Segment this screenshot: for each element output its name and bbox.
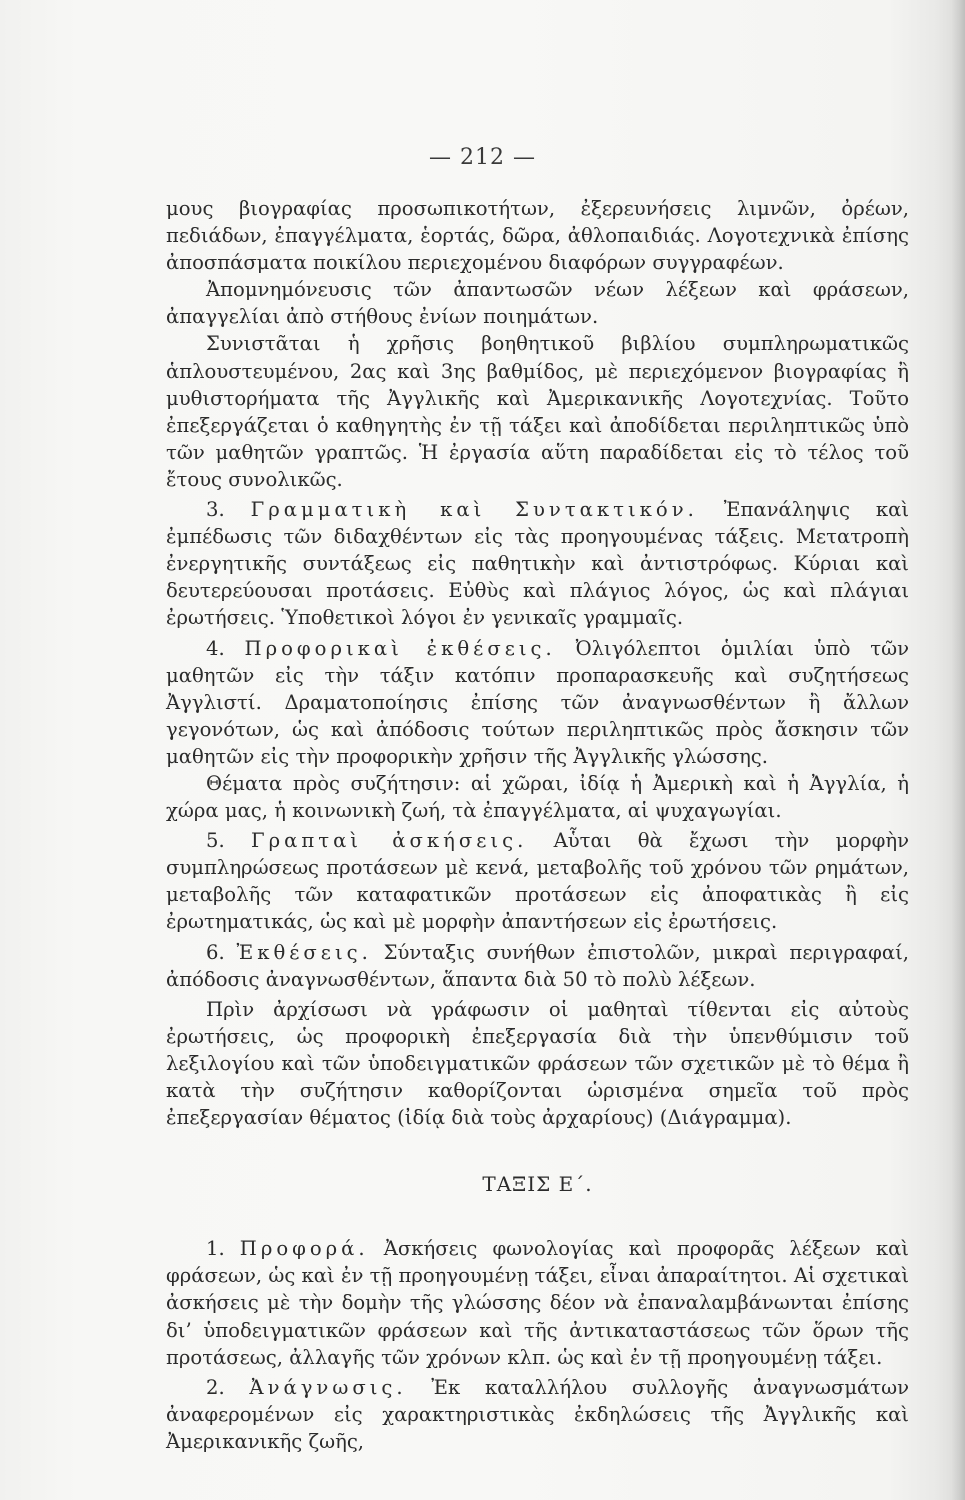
item-body: Ὀλιγόλεπτοι ὁμιλίαι ὑπὸ τῶν μαθητῶν εἰς τὴν τάξιν κατόπιν προπαρασκευῆς καὶ συζητήσεως Ἀγγλιστί. Δραματοποίησις ἐπίσης τῶν ἀναγνωσθέντων ἢ ἄλλων γεγονότων, ὡς καὶ ἀπόδοσις τούτων περιληπτικῶς πρὸς ἄσκησιν τῶν μαθητῶν εἰς τὴν προφορικὴν χρῆσιν τῆς Ἀγγλικῆς γλώσσης. — [166, 636, 909, 768]
item-heading: Προφορικαὶ ἐκθέσεις. — [244, 636, 556, 660]
item-heading: Ἀνάγνωσις. — [249, 1375, 407, 1399]
item-number: 5. — [206, 829, 225, 853]
paragraph-written-exercises — [166, 827, 909, 935]
paragraph-discussion-topics: Θέματα πρὸς συζήτησιν: αἱ χῶραι, ἰδίᾳ ἡ Ἀμερικὴ καὶ ἡ Ἀγγλία, ἡ χώρα μας, ἡ κοινωνικὴ ζωή, τὰ ἐπαγγέλματα, αἱ ψυχαγωγίαι. — [166, 771, 909, 823]
paragraph-essays — [166, 939, 909, 993]
item-number: 6. — [206, 940, 225, 964]
item-body: Ἐκ καταλλήλου συλλογῆς ἀναγνωσμάτων ἀναφερομένων εἰς χαρακτηριστικὰς ἐκδηλώσεις τῆς Ἀγγλικῆς καὶ Ἀμερικανικῆς ζωῆς, — [166, 1375, 910, 1453]
paragraph-3: Συνιστᾶται ἡ χρῆσις βοηθητικοῦ βιβλίου συμπληρωματικῶς ἁπλουστευμένου, 2ας καὶ 3ης βαθμίδος, μὲ περιεχόμενον βιογραφίας ἢ μυθιστορήματα τῆς Ἀγγλικῆς καὶ Ἀμερικανικῆς Λογοτεχνίας. Τοῦτο ἐπεξεργάζεται ὁ καθηγητὴς ἐν τῇ τάξει καὶ ἀποδίδεται περιληπτικῶς ὑπὸ τῶν μαθητῶν γραπτῶς. Ἡ ἐργασία αὕτη παραδίδεται εἰς τὸ τέλος τοῦ ἔτους συνολικῶς. — [166, 332, 909, 491]
item-number: 4. — [206, 636, 225, 660]
item-heading: Ἐκθέσεις. — [236, 940, 372, 964]
item-number: 3. — [206, 498, 225, 522]
body-text — [166, 195, 909, 1455]
item-body: Ἐπανάληψις καὶ ἐμπέδωσις τῶν διδαχθέντων εἰς τὰς προηγουμένας τάξεις. Μετατροπὴ ἐνεργητικῆς συντάξεως εἰς παθητικὴν καὶ ἀντιστρόφως. Κύριαι καὶ δευτερεύουσαι προτάσεις. Εὐθὺς καὶ πλάγιος λόγος, ὡς καὶ πλάγιαι ἐρωτήσεις. Ὑποθετικοὶ λόγοι ἐν γενικαῖς γραμμαῖς. — [166, 498, 909, 630]
page-number: — 212 — — [429, 145, 536, 170]
item-body: Αὗται θὰ ἔχωσι τὴν μορφὴν συμπληρώσεως προτάσεων μὲ κενά, μεταβολῆς τοῦ χρόνου τῶν ρημάτων, μεταβολῆς τῶν καταφατικῶν προτάσεων εἰς ἀποφατικὰς ἢ εἰς ἐρωτηματικάς, ὡς καὶ μὲ μορφὴν ἀπαντήσεων εἰς ἐρωτήσεις. — [166, 829, 909, 934]
paragraph-oral-essays — [166, 635, 909, 770]
item-number: 1. — [206, 1237, 225, 1261]
item-body: Ἀσκήσεις φωνολογίας καὶ προφορᾶς λέξεων καὶ φράσεων, ὡς καὶ ἐν τῇ προηγουμένῃ τάξει, εἶναι ἀπαραίτητοι. Αἱ σχετικαὶ ἀσκήσεις μὲ τὴν δομὴν τῆς γλώσσης δέον νὰ ἐπαναλαμβάνωνται ἐπίσης δι’ ὑποδειγματικῶν φράσεων καὶ τῆς ἀντικαταστάσεως τῶν ὅρων τῆς προτάσεως, ἀλλαγῆς τῶν χρόνων κλπ. ὡς καὶ ἐν τῇ προηγουμένῃ τάξει. — [166, 1237, 909, 1369]
item-heading: Προφορά. — [239, 1237, 369, 1261]
item-heading: Γραπταὶ ἀσκήσεις. — [251, 829, 528, 853]
paragraph-pronunciation — [166, 1235, 909, 1370]
item-body: Σύνταξις συνήθων ἐπιστολῶν, μικραὶ περιγραφαί, ἀπόδοσις ἀναγνωσθέντων, ἅπαντα διὰ 50 τὸ πολὺ λέξεων. — [166, 940, 909, 991]
paragraph-1: μους βιογραφίας προσωπικοτήτων, ἐξερευνήσεις λιμνῶν, ὀρέων, πεδιάδων, ἐπαγγέλματα, ἑορτάς, δῶρα, ἀθλοπαιδιάς. Λογοτεχνικὰ ἐπίσης ἀποσπάσματα ποικίλου περιεχομένου διαφόρων συγγραφέων. — [166, 197, 909, 275]
paragraph-preparation: Πρὶν ἀρχίσωσι νὰ γράφωσιν οἱ μαθηταὶ τίθενται εἰς αὐτοὺς ἐρωτήσεις, ὡς προφορικὴ ἐπεξεργασία διὰ τὴν ὑπενθύμισιν τοῦ λεξιλογίου καὶ τῶν ὑποδειγματικῶν φράσεων τῶν σχετικῶν μὲ τὸ θέμα ἢ κατὰ τὴν συζήτησιν καθορίζονται ὡρισμένα σημεῖα τοῦ πρὸς ἐπεξεργασίαν θέματος (ἰδίᾳ διὰ τοὺς ἀρχαρίους) (Διάγραμμα). — [166, 997, 909, 1130]
section-title: ΤΑΞΙΣ Ε΄. — [482, 1172, 593, 1197]
paragraph-reading — [166, 1374, 909, 1455]
item-heading: Γραμματικὴ καὶ Συντακτικόν. — [250, 498, 698, 522]
item-number: 2. — [206, 1375, 225, 1399]
paragraph-grammar — [166, 496, 909, 631]
page-edge-shadow — [951, 0, 965, 1500]
paragraph-2: Ἀπομνημόνευσις τῶν ἀπαντωσῶν νέων λέξεων καὶ φράσεων, ἀπαγγελίαι ἀπὸ στήθους ἐνίων ποιημάτων. — [166, 278, 909, 329]
